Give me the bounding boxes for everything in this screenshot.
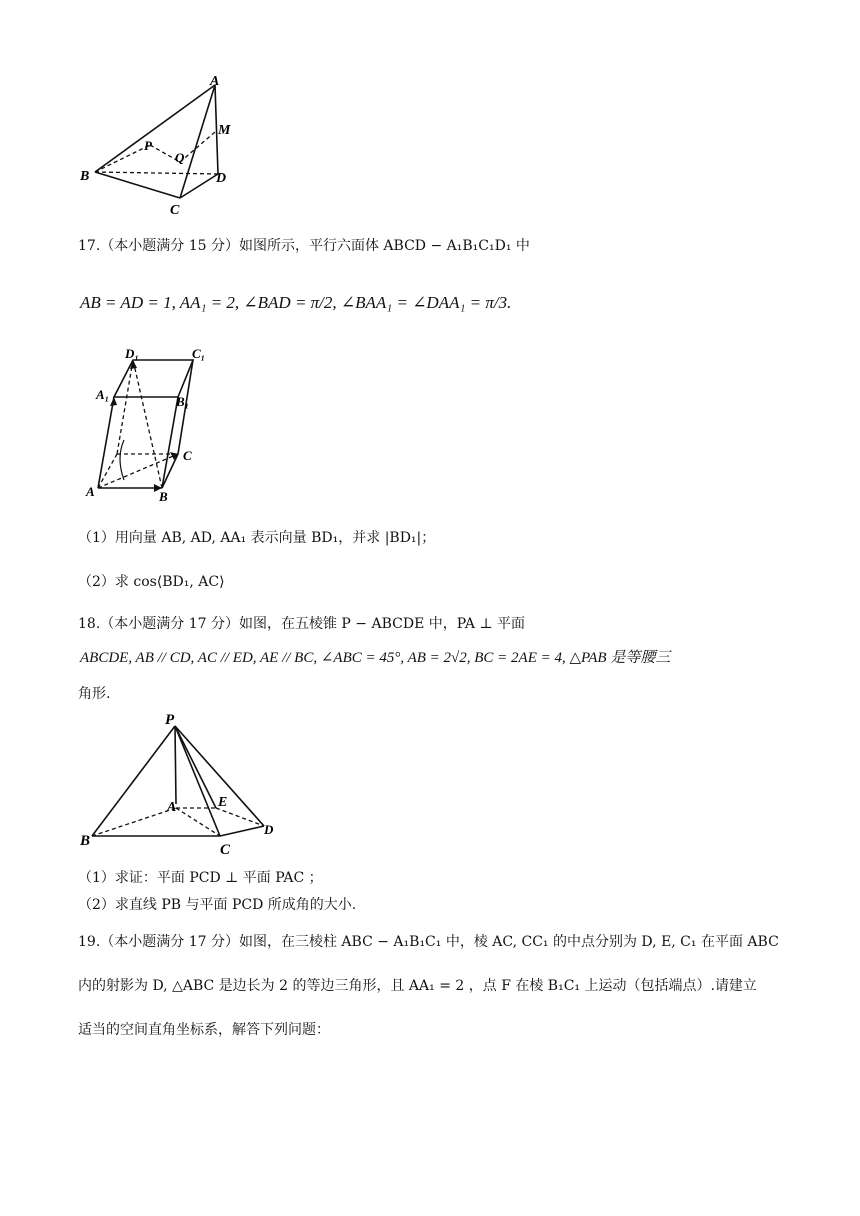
label-P: P [144,138,152,153]
label-B: B [80,169,90,184]
edge-B1B [162,397,178,488]
label-B: B [80,833,91,849]
edge-PA [175,726,176,804]
q17-part2: （2）求 cos⟨BD₁, AC⟩ [78,574,225,590]
label-C1: C₁ [192,346,206,361]
label-A: A [210,74,220,89]
edge-PD [175,726,264,826]
figure-pentagonal-pyramid [78,708,278,858]
q17-part1: （1）用向量 AB, AD, AA₁ 表示向量 BD₁，并求 |BD₁|； [78,530,436,546]
label-A: A [86,484,95,499]
q17-stem: 17.（本小题满分 15 分）如图所示，平行六面体 ABCD − A₁B₁C₁D₁ 中 [78,238,530,254]
q18-part1: （1）求证：平面 PCD ⊥ 平面 PAC ； [78,870,323,886]
edge-BD-hidden [95,172,218,174]
label-C: C [170,203,180,218]
arrow-AA1 [110,397,117,406]
label-A: A [167,800,177,815]
edge-PE [175,726,216,808]
edge-CD [220,826,264,836]
q18-condition-cont: 角形. [78,686,111,702]
label-M: M [218,123,231,138]
label-P: P [165,712,175,728]
label-B: B [159,489,168,504]
label-A1: A₁ [96,387,110,402]
edge-PC [175,726,220,836]
edge-PB [92,726,175,836]
edge-BC [95,172,180,198]
label-D: D [216,171,227,186]
edge-AB [95,85,215,172]
vector-AC [98,454,178,488]
label-C: C [183,448,192,463]
edge-CA [180,85,215,198]
label-C: C [220,842,231,858]
vector-BD1 [133,360,162,488]
q19-line1: 19.（本小题满分 17 分）如图，在三棱柱 ABC − A₁B₁C₁ 中，棱 AC, CC₁ 的中点分别为 D, E, C₁ 在平面 ABC [78,934,779,950]
label-B1: B₁ [176,394,190,409]
q19-line3: 适当的空间直角坐标系，解答下列问题： [78,1022,330,1038]
figure-parallelepiped [80,340,210,505]
q17-condition: AB = AD = 1, AA₁ = 2, ∠BAD = π/2, ∠BAA₁ = ∠DAA₁ = π/3. [80,293,512,312]
segment-QM [180,132,215,162]
q18-part2: （2）求直线 PB 与平面 PCD 所成角的大小. [78,897,357,913]
label-D: D [264,822,274,837]
label-D1: D₁ [125,346,139,361]
label-Q: Q [175,150,185,165]
q18-condition: ABCDE, AB // CD, AC // ED, AE // BC, ∠ABC = 45°, AB = 2√2, BC = 2AE = 4, △PAB 是等腰三 [80,650,671,666]
edge-AC-hidden [176,808,220,836]
segment-BP [95,145,150,172]
edge-BA-hidden [92,808,176,836]
q18-stem: 18.（本小题满分 17 分）如图，在五棱锥 P − ABCDE 中，PA ⊥ 平面 [78,616,526,632]
q19-line2: 内的射影为 D, △ABC 是边长为 2 的等边三角形，且 AA₁ = 2 ，点 F 在棱 B₁C₁ 上运动（包括端点）.请建立 [78,978,757,994]
label-E: E [218,795,228,810]
angle-arc [120,440,124,480]
face-top [114,360,193,397]
figure-pyramid-top [70,70,260,220]
